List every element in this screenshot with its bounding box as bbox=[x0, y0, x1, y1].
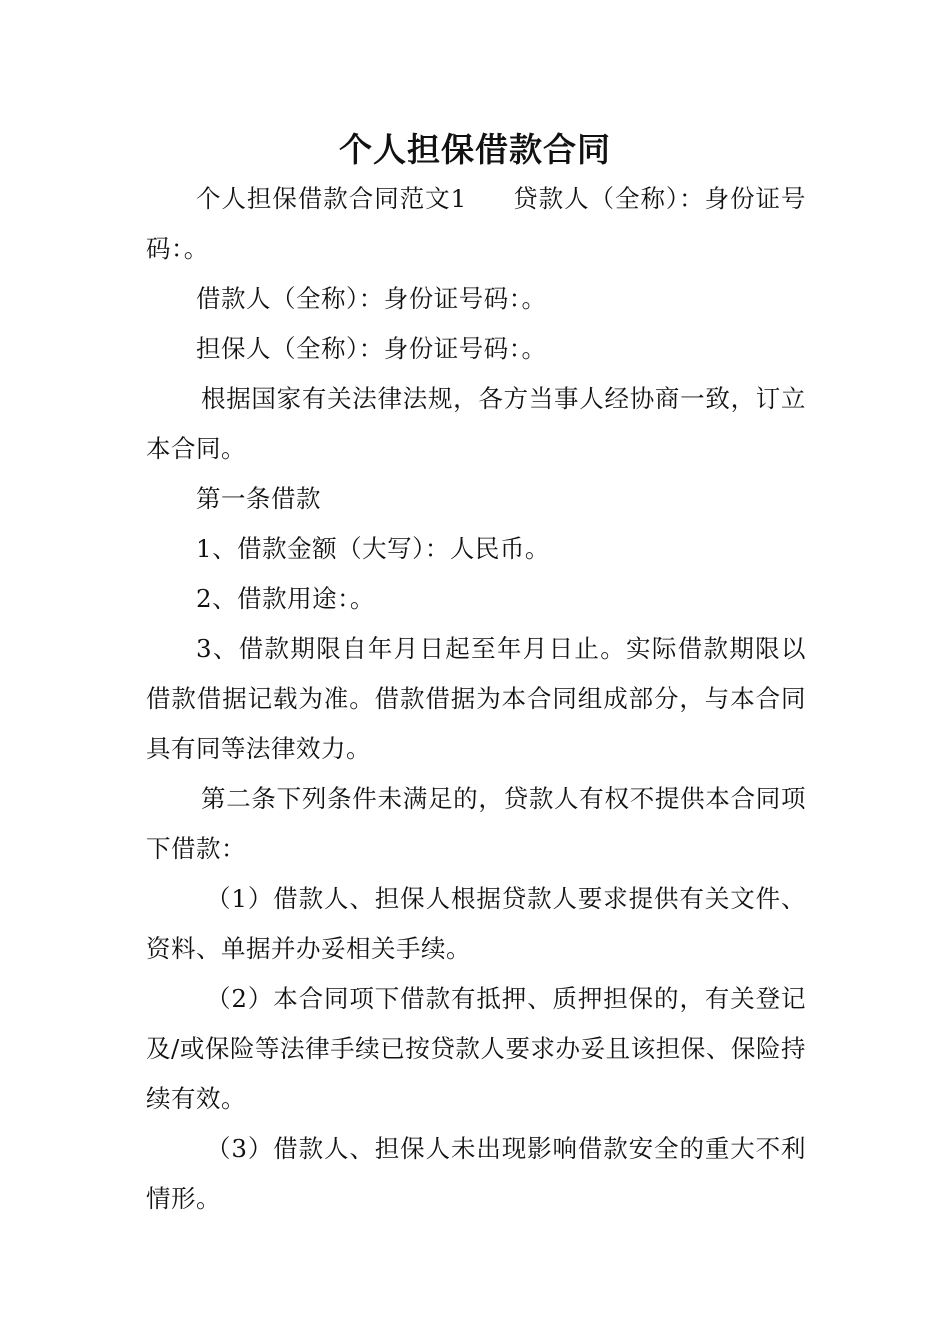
article2-item3: （3）借款人、担保人未出现影响借款安全的重大不利情形。 bbox=[146, 1134, 806, 1213]
article1-item1: 1、借款金额（大写）：人民币。 bbox=[196, 534, 550, 563]
article1-item2: 2、借款用途：。 bbox=[196, 584, 375, 613]
borrower-line: 借款人（全称）：身份证号码：。 bbox=[196, 284, 547, 313]
article2-heading: 第二条下列条件未满足的，贷款人有权不提供本合同项下借款： bbox=[146, 784, 806, 863]
intro-label: 个人担保借款合同范文1 bbox=[196, 184, 467, 213]
document-title: 个人担保借款合同 bbox=[339, 130, 611, 169]
lender-line: 贷款人（全称）：身份证号码：。 bbox=[146, 184, 806, 263]
intro-paragraph bbox=[146, 174, 806, 274]
preamble-paragraph: 根据国家有关法律法规，各方当事人经协商一致，订立本合同。 bbox=[146, 384, 806, 463]
article2-item1: （1）借款人、担保人根据贷款人要求提供有关文件、资料、单据并办妥相关手续。 bbox=[146, 884, 806, 963]
guarantor-line: 担保人（全称）：身份证号码：。 bbox=[196, 334, 547, 363]
article1-item3: 3、借款期限自年月日起至年月日止。实际借款期限以借款借据记载为准。借款借据为本合同组成部分，与本合同具有同等法律效力。 bbox=[146, 634, 806, 763]
article1-heading: 第一条借款 bbox=[196, 484, 321, 513]
document-body bbox=[146, 174, 806, 1224]
article2-item2: （2）本合同项下借款有抵押、质押担保的，有关登记及/或保险等法律手续已按贷款人要求办妥且该担保、保险持续有效。 bbox=[146, 984, 806, 1113]
